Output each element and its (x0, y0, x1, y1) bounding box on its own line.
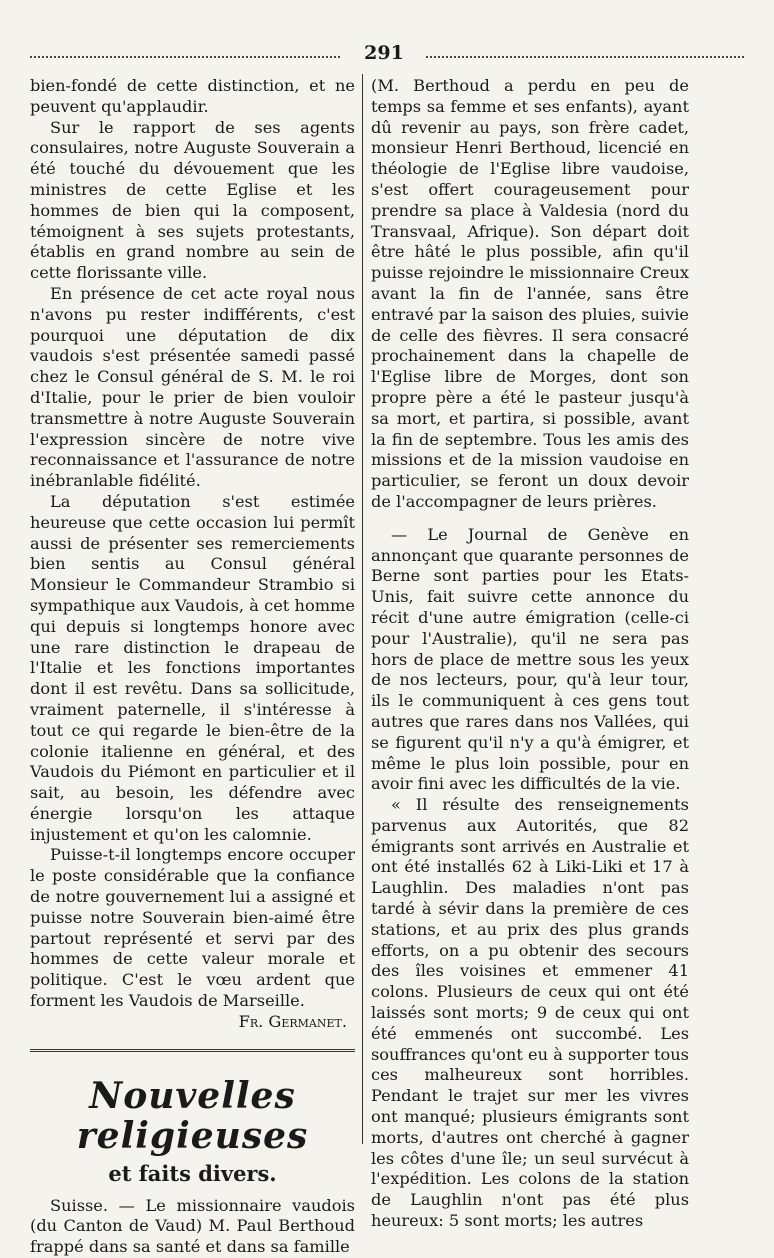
paragraph: — Le Journal de Genève en annonçant que quarante personnes de Berne sont parties pour les Etats-Unis, fait suivre cette annonce du récit d'une autre émigration (celle-ci pour l'Australie), qu'il ne sera pas hors de place de mettre sous les yeux de nos lecteurs, pour, qu'à leur tour, ils le communiquent à ces gens tout autres que rares dans nos Vallées, qui se figurent qu'il n'y a qu'à émigrer, et même le plus loin possible, pour en avoir fini avec les difficultés de la vie. (371, 524, 689, 794)
paragraph: (M. Berthoud a perdu en peu de temps sa femme et ses enfants), ayant dû revenir au pays, son frère cadet, monsieur Henri Berthoud, licencié en théologie de l'Eglise libre vaudoise, s'est offert courageusement pour prendre sa place à Valdesia (nord du Transvaal, Afrique). Son départ doit être hâté le plus possible, afin qu'il puisse rejoindre le missionnaire Creux avant la fin de l'année, sans être entravé par la saison des pluies, suivie de celle des fièvres. Il sera consacré prochainement dans la chapelle de l'Eglise libre de Morges, dont son propre père a été le pasteur jusqu'à sa mort, et partira, si possible, avant la fin de septembre. Tous les amis des missions et de la mission vaudoise en particulier, se feront un doux devoir de l'accompagner de leurs prières. (371, 76, 689, 511)
section-subtitle: et faits divers. (108, 1160, 277, 1186)
paragraph: Puisse-t-il longtemps encore occuper le poste considérable que la confiance de notre gouvernement lui a assigné et puisse notre Souverain bien-aimé être partout représenté et servi par des hommes de cette valeur morale et politique. C'est le vœu ardent que forment les Vaudois de Marseille. (30, 845, 355, 1011)
left-column (30, 76, 355, 1258)
paragraph: bien-fondé de cette distinction, et ne peuvent qu'applaudir. (30, 76, 355, 116)
paragraph: La députation s'est estimée heureuse que cette occasion lui permît aussi de présenter ses remerciements bien sentis au Consul général Monsieur le Commandeur Strambio si sympathique aux Vaudois, à cet homme qui depuis si longtemps honore avec une rare distinction le drapeau de l'Italie et les fonctions importantes dont il est revêtu. Dans sa sollicitude, vraiment paternelle, il s'intéresse à tout ce qui regarde le bien-être de la colonie italienne en général, et des Vaudois du Piémont en particulier et il sait, au besoin, les défendre avec énergie lorsqu'on les attaque injustement et qu'on les calomnie. (30, 491, 355, 844)
right-column (371, 76, 689, 1232)
section-title: Nouvelles religieuses (76, 1074, 309, 1157)
spacer (371, 513, 689, 525)
paragraph: « Il résulte des renseignements parvenus aux Autorités, que 82 émigrants sont arrivés en Australie et ont été installés 62 à Liki-Liki et 17 à Laughlin. Des maladies n'ont pas tardé à sévir dans la première de ces stations, et au prix des plus grands efforts, on a pu obtenir des secours des îles voisines et emmener 41 colons. Plusieurs de ceux qui ont été laissés sont morts; 9 de ceux qui ont été emmenés ont succombé. Les souffrances qu'ont eu à supporter tous ces malheureux sont horribles. Pendant le trajet sur mer les vivres ont manqué; plusieurs émigrants sont morts, d'autres ont cherché à gagner les côtes d'une île; un seul survécut à l'expédition. Les colons de la station de Laughlin n'ont pas été plus heureux: 5 sont morts; les autres (371, 795, 689, 1231)
page-number: 291 (364, 42, 404, 64)
paragraph: Sur le rapport de ses agents consulaires, notre Auguste Souverain a été touché du dévouement que les ministres de cette Eglise et les hommes de bien qui la composent, témoignent à ses sujets protestants, établis en grand nombre au sein de cette florissante ville. (30, 117, 355, 283)
header-rule-left (30, 56, 340, 58)
section-separator (30, 1049, 355, 1062)
paragraph: En présence de cet acte royal nous n'avons pu rester indifférents, c'est pourquoi une députation de dix vaudois s'est présentée samedi passé chez le Consul général de S. M. le roi d'Italie, pour le prier de bien vouloir transmettre à notre Auguste Souverain l'expression sincère de notre vive reconnaissance et l'assurance de notre inébranlable fidélité. (30, 283, 355, 491)
signature: Fr. Germanet. (238, 1011, 347, 1031)
column-divider (362, 74, 363, 1144)
header-rule-right (426, 56, 744, 58)
paragraph: Suisse. — Le missionnaire vaudois (du Canton de Vaud) M. Paul Berthoud frappé dans sa santé et dans sa famille (30, 1195, 355, 1257)
page-header (30, 42, 744, 64)
